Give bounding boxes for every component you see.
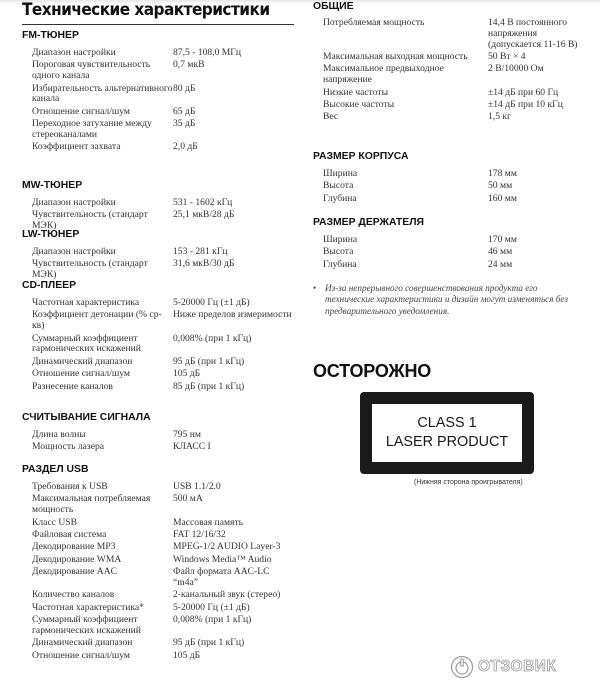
spec-row	[32, 603, 294, 614]
spec-row	[323, 169, 517, 180]
spec-value: 35 дБ	[173, 118, 196, 130]
spec-value: 105 дБ	[173, 368, 201, 380]
spec-rows	[323, 169, 517, 205]
section-fm-tuner	[22, 30, 241, 155]
spec-value: 2 В/10000 Ом	[488, 63, 544, 75]
disclaimer-note	[313, 283, 583, 317]
spec-label: Суммарный коэффициент гармонических искажений	[32, 614, 141, 636]
spec-label: Диапазон настройки	[32, 246, 116, 257]
spec-row	[32, 369, 292, 380]
spec-value: 87,5 - 108,0 МГц	[173, 47, 241, 58]
section-cd-player	[22, 280, 292, 394]
spec-label: Чувствительность (стандарт МЭК)	[32, 258, 148, 281]
spec-rows	[32, 247, 234, 281]
spec-row	[32, 84, 241, 106]
spec-value: 31,6 мкВ/30 дБ	[173, 258, 235, 270]
section-mw-tuner	[22, 180, 234, 234]
spec-rows	[32, 482, 294, 661]
laser-label	[360, 392, 534, 474]
caution-heading: ОСТОРОЖНО	[313, 361, 432, 381]
spec-row	[32, 494, 294, 516]
spec-row	[32, 542, 294, 553]
spec-label: Переходное затухание между стереоканалами	[32, 118, 152, 140]
spec-row	[32, 555, 294, 566]
spec-label: Коэффициент захвата	[32, 141, 121, 153]
spec-value: 153 - 281 кГц	[173, 246, 228, 257]
spec-label: Файловая система	[32, 528, 107, 540]
spec-label: Отношение сигнал/шум	[32, 105, 131, 117]
spec-value: 65 дБ	[173, 105, 196, 117]
spec-value: 85 дБ (при 1 кГц)	[173, 380, 245, 392]
spec-value: USB 1.1/2.0	[173, 481, 221, 492]
spec-value: 1,5 кг	[488, 111, 511, 123]
spec-value: Файл формата AAC-LC “m4a”	[173, 566, 270, 588]
spec-rows	[32, 48, 241, 153]
laser-product-text: LASER PRODUCT	[385, 434, 509, 450]
section-lw-tuner	[22, 229, 234, 283]
spec-row	[32, 518, 294, 529]
spec-value: MPEG-1/2 AUDIO Layer-3	[173, 541, 281, 553]
spec-row	[32, 107, 241, 118]
spec-value: 105 дБ	[173, 649, 201, 661]
section-heading: РАЗДЕЛ USB	[22, 464, 89, 475]
page-title: Технические характеристики	[22, 0, 270, 19]
spec-row	[323, 181, 517, 192]
spec-label: Максимальное предвыходное напряжение	[323, 63, 444, 86]
spec-value: FAT 12/16/32	[173, 528, 226, 540]
spec-row	[323, 88, 583, 99]
spec-label: Отношение сигнал/шум	[32, 368, 131, 380]
watermark	[450, 655, 556, 679]
spec-row	[32, 651, 294, 662]
spec-label: Динамический диапазон	[32, 355, 133, 367]
section-heading: MW-ТЮНЕР	[22, 180, 83, 191]
spec-label: Класс USB	[32, 516, 78, 528]
spec-row	[32, 60, 241, 82]
section-holder-size	[313, 217, 517, 272]
spec-row	[323, 247, 517, 258]
disclaimer-text: Из-за непрерывного совершенствования продукта его технические характеристики и дизайн могут изменяться без предварительного уведомления.	[325, 283, 568, 316]
spec-label: Низкие частоты	[323, 86, 389, 98]
spec-value: 25,1 мкВ/28 дБ	[173, 209, 235, 221]
spec-value: Массовая память	[173, 516, 244, 528]
section-signal-reading	[22, 412, 211, 455]
spec-row	[32, 638, 294, 649]
spec-value: 80 дБ	[173, 82, 196, 94]
spec-label: Высота	[323, 246, 354, 258]
bullet-icon: •	[313, 283, 317, 293]
spec-row	[32, 119, 241, 141]
spec-label: Чувствительность (стандарт МЭК)	[32, 209, 148, 232]
spec-value: 531 - 1602 кГц	[173, 197, 233, 208]
spec-row	[32, 247, 234, 258]
spec-label: Максимальная выходная мощность	[323, 50, 468, 62]
spec-value: 50 Вт × 4	[488, 50, 526, 62]
spec-value: 95 дБ (при 1 кГц)	[173, 355, 245, 367]
laser-label-caption: (Нижняя сторона проигрывателя)	[414, 479, 523, 486]
laser-label-inner	[372, 404, 522, 462]
spec-label: Ширина	[323, 168, 358, 179]
spec-label: Декодирование MP3	[32, 541, 116, 553]
spec-row	[32, 482, 294, 493]
section-body-size	[313, 151, 517, 206]
spec-label: Частотная характеристика*	[32, 601, 144, 613]
spec-label: Потребляемая мощность	[323, 17, 425, 28]
spec-row	[32, 142, 241, 153]
spec-label: Избирательность альтернативного канала	[32, 82, 173, 105]
section-heading: ОБЩИЕ	[313, 1, 354, 12]
spec-row	[323, 64, 583, 86]
spec-row	[323, 52, 583, 63]
spec-row	[32, 48, 241, 59]
spec-value: КЛАСС I	[173, 441, 211, 453]
spec-rows	[32, 198, 234, 232]
spec-row	[323, 112, 583, 123]
spec-label: Разнесение каналов	[32, 380, 113, 392]
spec-label: Диапазон настройки	[32, 47, 116, 58]
section-heading: FM-ТЮНЕР	[22, 30, 79, 41]
spec-row	[323, 235, 517, 246]
spec-row	[32, 590, 294, 601]
spec-value: 795 нм	[173, 429, 201, 440]
spec-value: 0,7 мкВ	[173, 59, 205, 71]
spec-value: 500 мА	[173, 493, 203, 505]
spec-value: Windows Media™ Audio	[173, 553, 272, 565]
spec-label: Динамический диапазон	[32, 637, 133, 649]
spec-value: 24 мм	[488, 258, 513, 270]
spec-rows	[323, 18, 583, 123]
laser-class-text: CLASS 1	[417, 415, 477, 431]
spec-row	[32, 298, 292, 309]
spec-row	[32, 357, 292, 368]
spec-row	[32, 310, 292, 332]
spec-label: Декодирование WMA	[32, 553, 122, 565]
spec-row	[323, 100, 583, 111]
spec-rows	[323, 235, 517, 271]
spec-label: Длина волны	[32, 429, 86, 440]
spec-row	[323, 18, 583, 50]
spec-row	[32, 259, 234, 281]
spec-label: Высокие частоты	[323, 98, 395, 110]
spec-value: 5-20000 Гц (±1 дБ)	[173, 601, 250, 613]
spec-row	[32, 442, 211, 453]
spec-label: Высота	[323, 180, 354, 192]
spec-row	[323, 260, 517, 271]
section-heading: CD-ПЛЕЕР	[22, 280, 77, 291]
spec-label: Отношение сигнал/шум	[32, 649, 131, 661]
spec-label: Частотная характеристика	[32, 297, 140, 308]
spec-value: 170 мм	[488, 234, 517, 245]
spec-value: 2-канальный звук (стерео)	[173, 589, 281, 601]
spec-row	[32, 615, 294, 637]
spec-label: Пороговая чувствительность одного канала	[32, 59, 151, 82]
spec-label: Диапазон настройки	[32, 197, 116, 208]
spec-label: Вес	[323, 111, 339, 123]
section-heading: СЧИТЫВАНИЕ СИГНАЛА	[22, 412, 151, 423]
spec-label: Глубина	[323, 258, 357, 270]
spec-value: Ниже пределов измеримости	[173, 309, 292, 321]
spec-rows	[32, 430, 211, 453]
power-logo-icon	[450, 655, 474, 679]
watermark-text: ОТЗОВИК	[478, 658, 557, 675]
section-heading: РАЗМЕР ДЕРЖАТЕЛЯ	[313, 217, 424, 228]
spec-label: Требования к USB	[32, 481, 108, 492]
spec-label: Суммарный коэффициент гармонических искажений	[32, 332, 141, 355]
spec-row	[32, 382, 292, 393]
spec-value: 50 мм	[488, 180, 513, 192]
spec-value: ±14 дБ при 60 Гц	[488, 86, 559, 98]
spec-row	[323, 194, 517, 205]
spec-label: Мощность лазера	[32, 441, 105, 453]
spec-label: Ширина	[323, 234, 358, 245]
spec-value: 2,0 дБ	[173, 141, 198, 153]
spec-value: 46 мм	[488, 246, 513, 258]
section-heading: РАЗМЕР КОРПУСА	[313, 151, 409, 162]
spec-value: 95 дБ (при 1 кГц)	[173, 637, 245, 649]
spec-row	[32, 530, 294, 541]
spec-label: Глубина	[323, 192, 357, 204]
spec-value: ±14 дБ при 10 кГц	[488, 98, 563, 110]
spec-value: 178 мм	[488, 168, 517, 179]
spec-value: 0,008% (при 1 кГц)	[173, 332, 252, 344]
spec-row	[32, 198, 234, 209]
spec-value: 160 мм	[488, 192, 517, 204]
spec-row	[32, 567, 294, 589]
section-usb	[22, 464, 294, 663]
spec-label: Максимальная потребляемая мощность	[32, 493, 151, 516]
spec-value: 5-20000 Гц (±1 дБ)	[173, 297, 250, 308]
spec-value: 14,4 В постоянного напряжения (допускается 11-16 В)	[488, 17, 578, 50]
spec-label: Декодирование AAC	[32, 566, 118, 578]
section-general	[313, 1, 583, 125]
spec-value: 0,008% (при 1 кГц)	[173, 614, 252, 626]
title-block	[22, 0, 294, 25]
section-heading: LW-ТЮНЕР	[22, 229, 80, 240]
spec-label: Количество каналов	[32, 589, 115, 601]
spec-row	[32, 430, 211, 441]
spec-rows	[32, 298, 292, 392]
spec-label: Коэффициент детонации (% ср-кв)	[32, 309, 162, 332]
spec-row	[32, 334, 292, 356]
